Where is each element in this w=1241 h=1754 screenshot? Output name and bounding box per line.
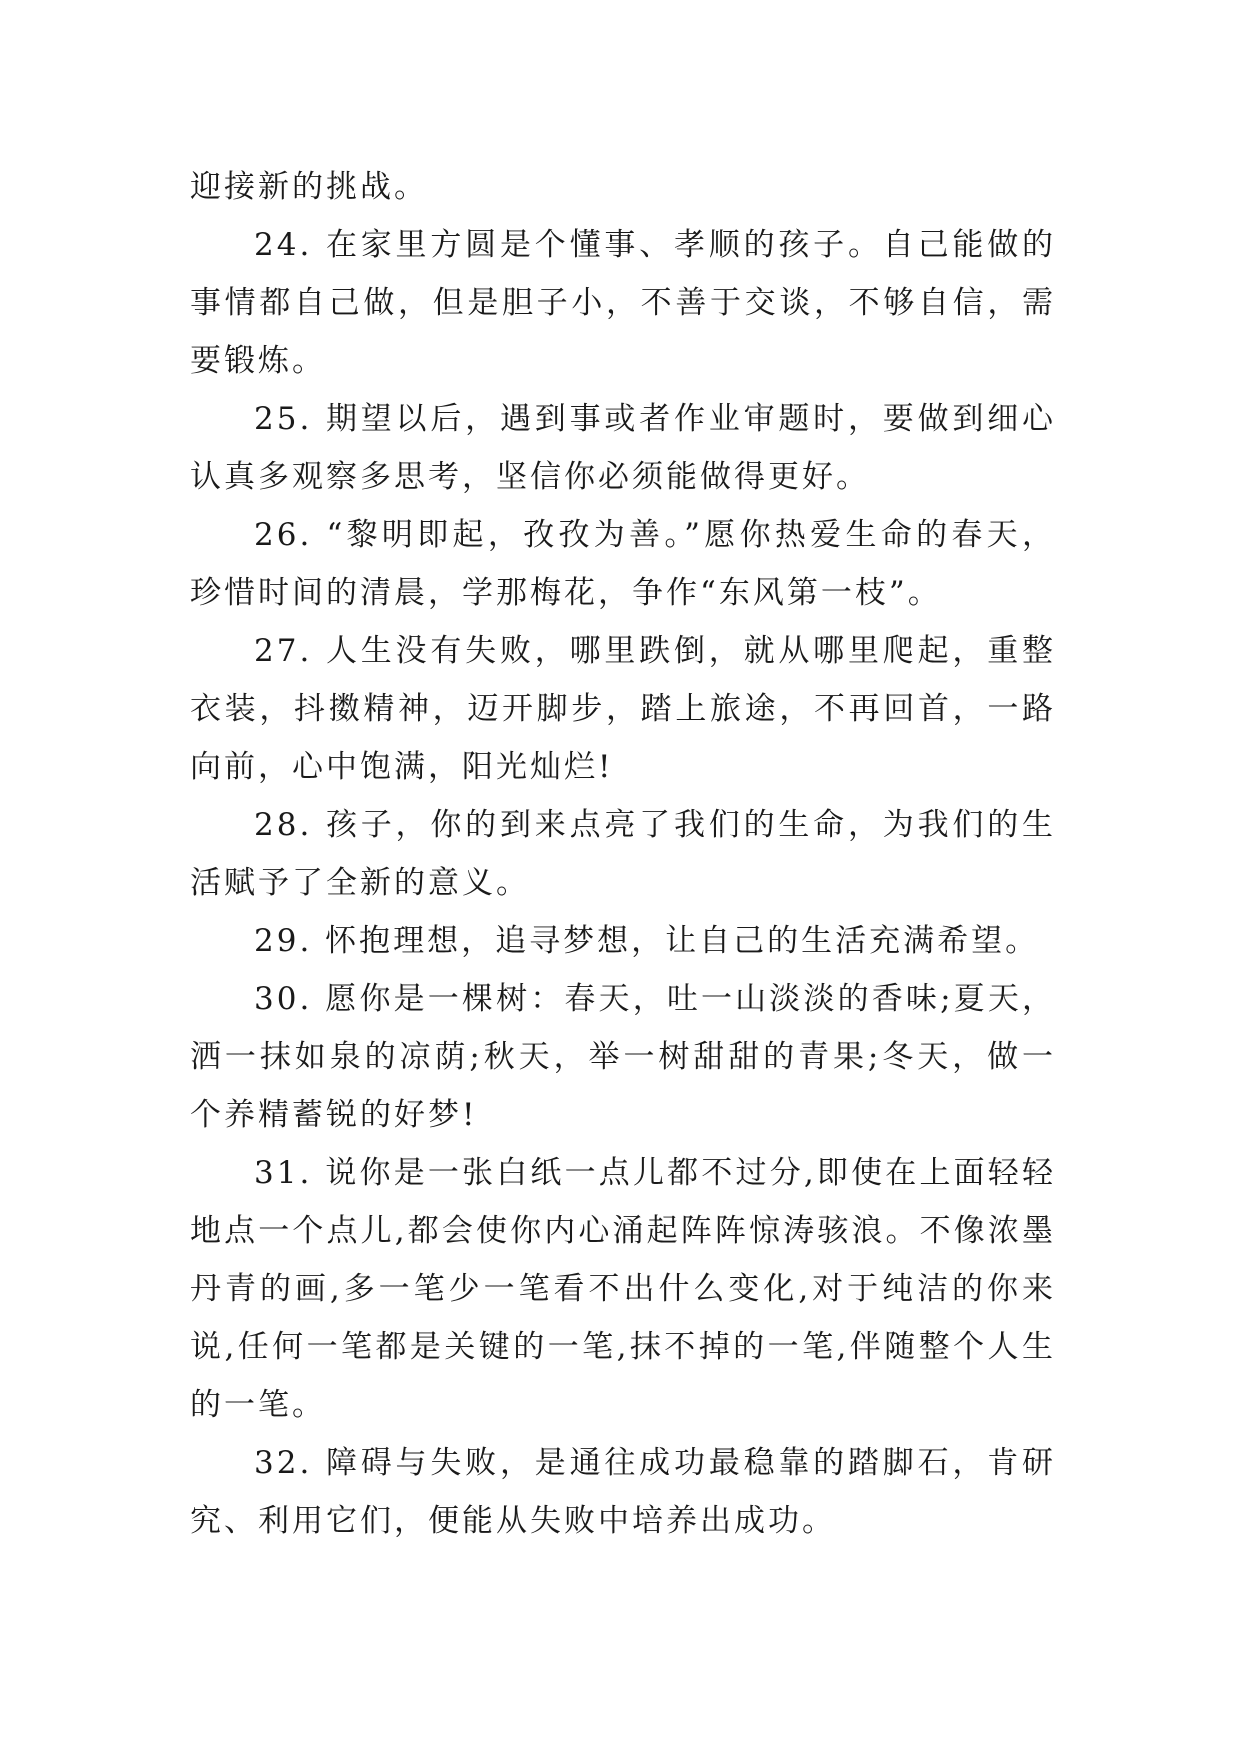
paragraph-item-26: 26. “黎明即起，孜孜为善。”愿你热爱生命的春天，珍惜时间的清晨，学那梅花，争作“东风第一枝”。 (190, 517, 1056, 611)
paragraph-item-32: 32. 障碍与失败，是通往成功最稳靠的踏脚石，肯研究、利用它们，便能从失败中培养出成功。 (190, 1445, 1056, 1539)
paragraph-item-25: 25. 期望以后，遇到事或者作业审题时，要做到细心认真多观察多思考，坚信你必须能做得更好。 (190, 401, 1056, 495)
paragraph-item-28: 28. 孩子，你的到来点亮了我们的生命，为我们的生活赋予了全新的意义。 (190, 807, 1056, 901)
paragraph-item-30: 30. 愿你是一棵树：春天，吐一山淡淡的香味;夏天，洒一抹如泉的凉荫;秋天，举一树甜甜的青果;冬天，做一个养精蓄锐的好梦! (190, 981, 1056, 1133)
paragraph-continuation: 迎接新的挑战。 (190, 169, 428, 205)
paragraph-item-31: 31. 说你是一张白纸一点儿都不过分,即使在上面轻轻地点一个点儿,都会使你内心涌起阵阵惊涛骇浪。不像浓墨丹青的画,多一笔少一笔看不出什么变化,对于纯洁的你来说,任何一笔都是关键的一笔,抹不掉的一笔,伴随整个人生的一笔。 (190, 1155, 1056, 1423)
paragraph-item-27: 27. 人生没有失败，哪里跌倒，就从哪里爬起，重整衣装，抖擞精神，迈开脚步，踏上旅途，不再回首，一路向前，心中饱满，阳光灿烂! (190, 633, 1056, 785)
document-body (190, 158, 1056, 1550)
paragraph-item-29: 29. 怀抱理想，追寻梦想，让自己的生活充满希望。 (254, 923, 1040, 959)
paragraph-item-24: 24. 在家里方圆是个懂事、孝顺的孩子。自己能做的事情都自己做，但是胆子小，不善于交谈，不够自信，需要锻炼。 (190, 227, 1056, 379)
